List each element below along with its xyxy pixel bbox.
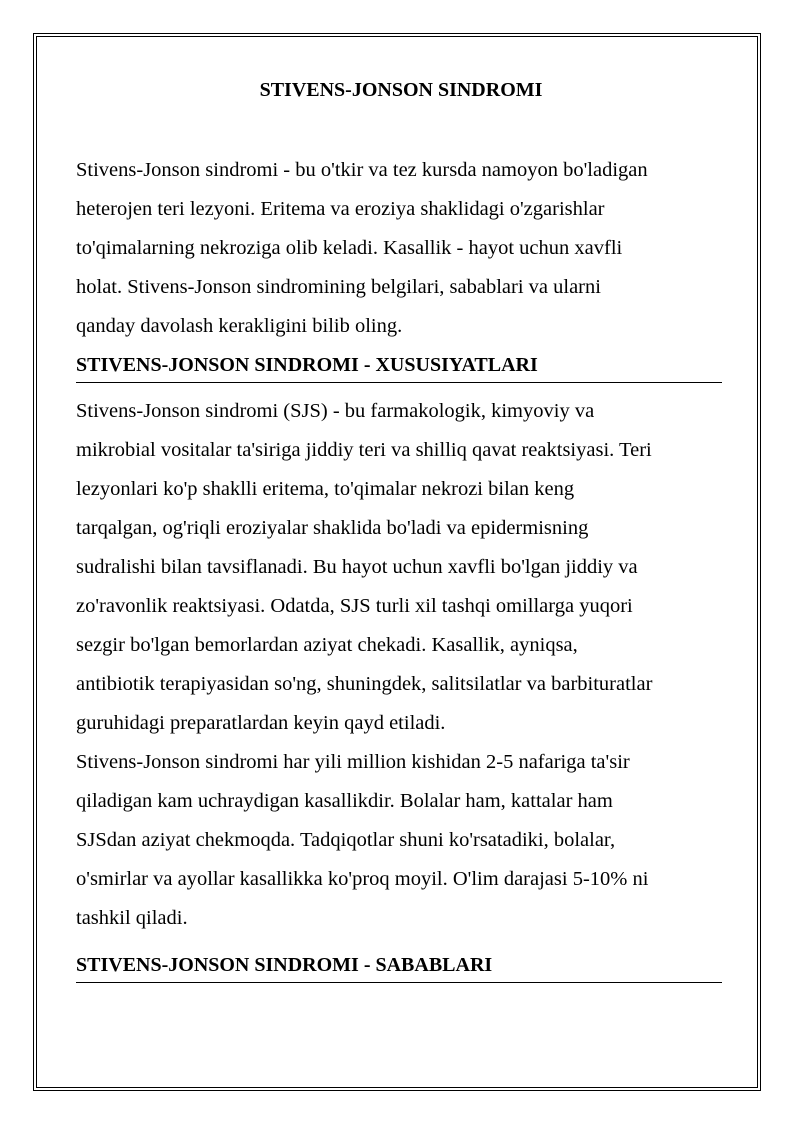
text-line: tashkil qiladi. [76,907,188,929]
text-line: Stivens-Jonson sindromi - bu o'tkir va tez kursda namoyon bo'ladigan [76,159,648,181]
text-line: SJSdan aziyat chekmoqda. Tadqiqotlar shuni ko'rsatadiki, bolalar, [76,829,616,851]
section-heading-xususiyatlari: STIVENS-JONSON SINDROMI - XUSUSIYATLARI [76,352,722,383]
text-line: o'smirlar va ayollar kasallikka ko'proq moyil. O'lim darajasi 5-10% ni [76,868,649,890]
text-line: tarqalgan, og'riqli eroziyalar shaklida bo'ladi va epidermisning [76,517,589,539]
section-heading-sabablari: STIVENS-JONSON SINDROMI - SABABLARI [76,952,722,983]
text-line: Stivens-Jonson sindromi har yili million kishidan 2-5 nafariga ta'sir [76,751,630,773]
section1-paragraph-2 [76,743,726,938]
text-line: guruhidagi preparatlardan keyin qayd etiladi. [76,712,446,734]
text-line: qiladigan kam uchraydigan kasallikdir. Bolalar ham, kattalar ham [76,790,613,812]
section1-paragraph-1 [76,392,726,743]
text-line: mikrobial vositalar ta'siriga jiddiy teri va shilliq qavat reaktsiyasi. Teri [76,439,652,461]
text-line: holat. Stivens-Jonson sindromining belgilari, sabablari va ularni [76,276,601,298]
text-line: qanday davolash kerakligini bilib oling. [76,315,403,337]
text-line: sezgir bo'lgan bemorlardan aziyat chekadi. Kasallik, ayniqsa, [76,634,578,656]
intro-paragraph [76,151,726,346]
text-line: lezyonlari ko'p shaklli eritema, to'qimalar nekrozi bilan keng [76,478,575,500]
text-line: antibiotik terapiyasidan so'ng, shuningdek, salitsilatlar va barbituratlar [76,673,653,695]
text-line: to'qimalarning nekroziga olib keladi. Kasallik - hayot uchun xavfli [76,237,623,259]
text-line: zo'ravonlik reaktsiyasi. Odatda, SJS turli xil tashqi omillarga yuqori [76,595,633,617]
text-line: Stivens-Jonson sindromi (SJS) - bu farmakologik, kimyoviy va [76,400,595,422]
text-line: sudralishi bilan tavsiflanadi. Bu hayot uchun xavfli bo'lgan jiddiy va [76,556,638,578]
document-title: STIVENS-JONSON SINDROMI [259,79,543,101]
text-line: heterojen teri lezyoni. Eritema va eroziya shaklidagi o'zgarishlar [76,198,605,220]
